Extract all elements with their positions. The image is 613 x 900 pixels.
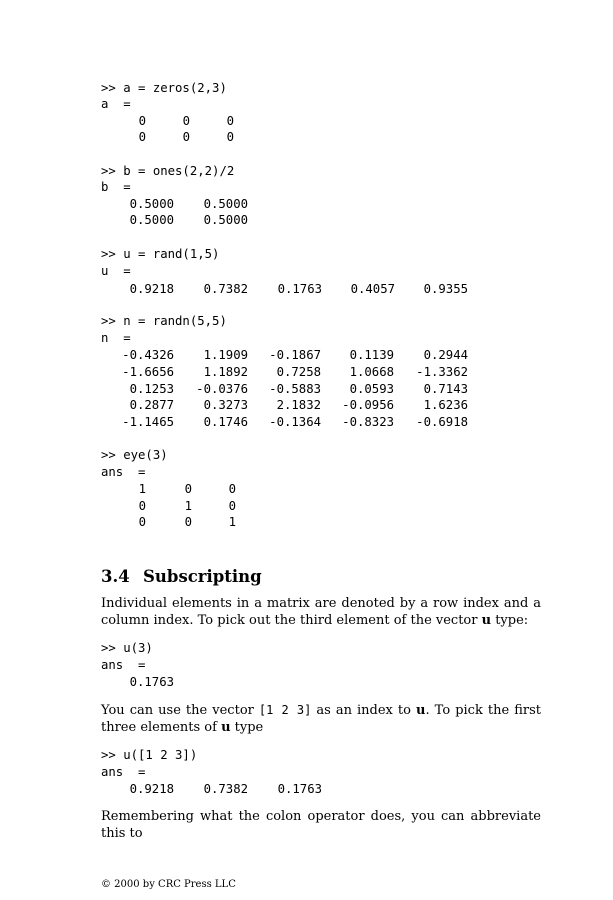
matrix-cell: 0.9218	[129, 282, 174, 296]
matrix-cell: 0.3273	[203, 398, 248, 413]
matrix-cell: 0.5000	[203, 213, 248, 227]
matrix-cell: 0.5000	[203, 197, 248, 211]
paragraph-text: . To pick the first three elements of	[101, 703, 542, 735]
copyright-footer: © 2000 by CRC Press LLC	[101, 879, 236, 890]
matrix-cell: 0.0593	[349, 381, 394, 396]
code-command: >> u = rand(1,5)	[101, 247, 220, 261]
variable-name: u	[221, 720, 231, 735]
matrix-cell: 1.6236	[423, 398, 468, 413]
matrix-cell: -0.6918	[416, 415, 468, 429]
matrix-cell: 0.4057	[350, 282, 395, 296]
matrix-cell: 0.9218	[129, 782, 174, 796]
matrix-cell: 0.1253	[129, 381, 174, 396]
section-number: 3.4	[101, 567, 130, 586]
matrix-cell: 0.1139	[349, 348, 394, 362]
code-command: >> u([1 2 3])	[101, 748, 198, 762]
matrix-cell: 1	[138, 482, 146, 496]
section-heading	[101, 566, 262, 588]
matrix-cell: -1.1465	[122, 415, 174, 429]
matrix-cell: 1.1892	[203, 364, 248, 379]
matrix-cell: 0	[182, 130, 190, 144]
matrix-cell: -0.8323	[342, 415, 394, 429]
matrix-cell: 0.7382	[203, 282, 248, 296]
matrix-cell: 0	[138, 515, 146, 529]
paragraph-text: type:	[491, 613, 529, 628]
result-label: ans =	[101, 465, 146, 479]
result-label: n =	[101, 331, 131, 345]
result-label: a =	[101, 97, 131, 111]
variable-name: u	[481, 613, 492, 628]
matrix-cell: 0.7382	[203, 782, 248, 796]
matrix-cell: -0.4326	[122, 348, 174, 362]
matrix-cell: 0.1746	[203, 415, 248, 429]
matrix-cell: -1.3362	[416, 364, 468, 379]
matrix-cell: 0.2877	[129, 398, 174, 413]
matrix-cell: 0	[138, 114, 146, 128]
result-label: b =	[101, 180, 131, 194]
matrix-cell: 0.7143	[423, 381, 468, 396]
result-label: u =	[101, 264, 131, 278]
matrix-cell: 0	[182, 114, 190, 128]
matrix-cell: 0	[138, 498, 146, 513]
matrix-cell: -0.1867	[269, 348, 321, 362]
paragraph-text: Individual elements in a matrix are denoted by a row index and a column index. To pick out the third element of the vector	[101, 596, 541, 628]
matrix-cell: 0.1763	[277, 282, 322, 296]
paragraph-text: type	[230, 720, 264, 735]
result-label: ans =	[101, 765, 146, 779]
matrix-cell: 0	[184, 515, 192, 529]
matrix-cell: 0.1763	[129, 675, 174, 689]
paragraph	[101, 595, 541, 629]
matrix-cell: 2.1832	[276, 398, 321, 413]
section-title: Subscripting	[143, 567, 262, 586]
result-label: ans =	[101, 658, 146, 672]
matrix-cell: 0	[228, 498, 236, 513]
matrix-cell: 0	[226, 130, 234, 144]
code-command: >> eye(3)	[101, 448, 168, 462]
code-command: >> n = randn(5,5)	[101, 314, 227, 328]
paragraph	[101, 702, 541, 736]
matrix-cell: 0.2944	[423, 348, 468, 362]
code-command: >> u(3)	[101, 641, 153, 655]
matrix-cell: -0.1364	[269, 415, 321, 429]
matrix-cell: 1	[184, 498, 192, 513]
matrix-cell: 0	[184, 482, 192, 496]
paragraph-text: You can use the vector	[101, 703, 259, 718]
paragraph-text: as an index to	[311, 703, 417, 718]
matrix-cell: -0.5883	[269, 381, 321, 396]
matrix-cell: 0.9355	[423, 282, 468, 296]
matrix-cell: -1.6656	[122, 364, 174, 379]
matrix-cell: -0.0376	[196, 381, 248, 396]
variable-name: u	[416, 703, 426, 718]
matrix-cell: -0.0956	[342, 398, 394, 413]
code-command: >> b = ones(2,2)/2	[101, 164, 235, 178]
matrix-cell: 0	[226, 114, 234, 128]
paragraph: Remembering what the colon operator does, you can abbreviate this to	[101, 809, 541, 841]
matrix-cell: 0	[138, 130, 146, 144]
matrix-cell: 1.1909	[203, 348, 248, 362]
code-command: >> a = zeros(2,3)	[101, 81, 227, 95]
matrix-cell: 0.7258	[276, 364, 321, 379]
inline-code: [1 2 3]	[258, 703, 312, 717]
matrix-cell: 0.5000	[129, 213, 174, 227]
matrix-cell: 0.5000	[129, 197, 174, 211]
matrix-cell: 1	[228, 515, 236, 529]
matrix-cell: 1.0668	[349, 364, 394, 379]
matrix-cell: 0	[228, 482, 236, 496]
matrix-cell: 0.1763	[277, 782, 322, 796]
